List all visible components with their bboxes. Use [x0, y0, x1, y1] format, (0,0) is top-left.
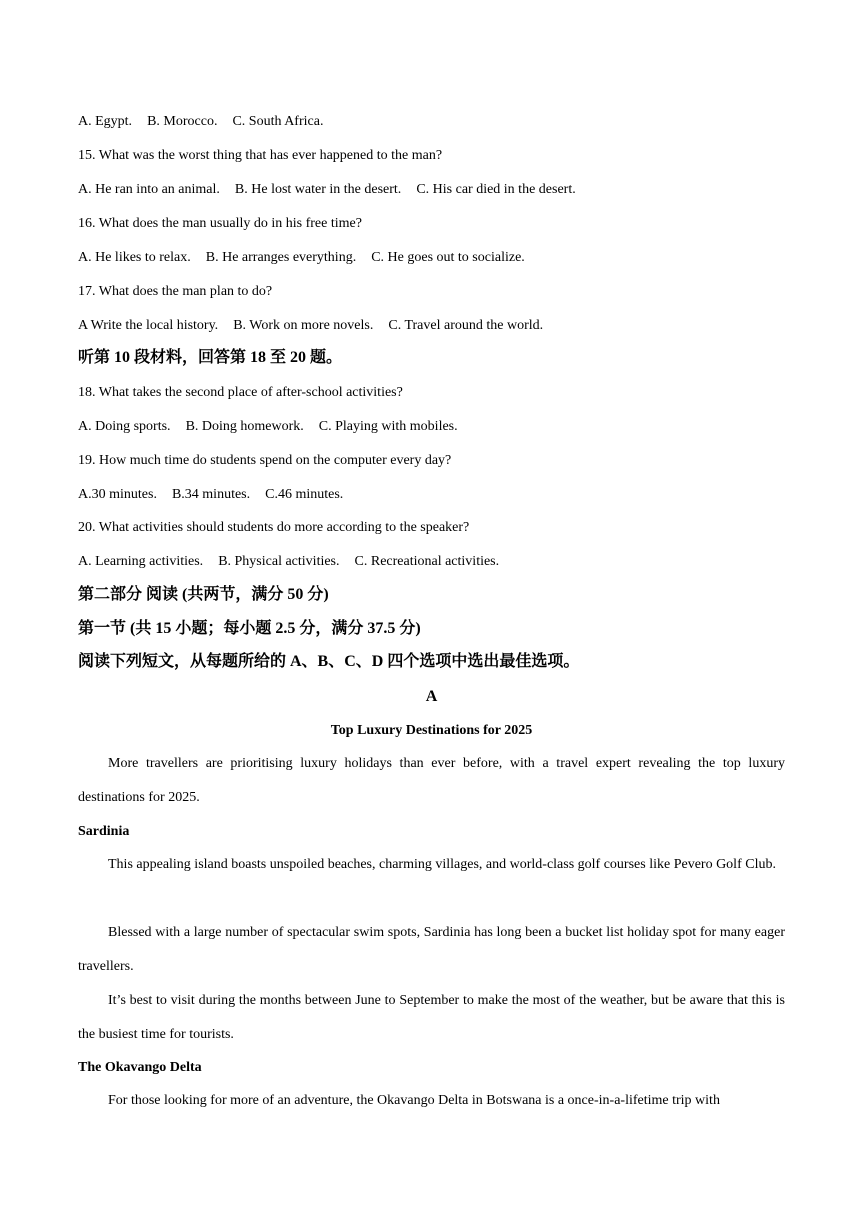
reading-part-title: 第二部分 阅读 (共两节，满分 50 分): [78, 586, 329, 603]
q14-option-b: B. Morocco.: [147, 114, 218, 129]
q18-options: [78, 418, 785, 436]
q14-option-a: A. Egypt.: [78, 114, 133, 129]
reading-section-title: 第一节 (共 15 小题；每小题 2.5 分，满分 37.5 分): [78, 620, 421, 637]
sardinia-paragraph-1: This appealing island boasts unspoiled beaches, charming villages, and world-class golf courses like Pevero Golf Club.: [108, 857, 776, 872]
q18-option-b: B. Doing homework.: [185, 419, 304, 434]
q16-option-b: B. He arranges everything.: [205, 250, 357, 265]
q19-option-a: A.30 minutes.: [78, 487, 157, 502]
q20-option-b: B. Physical activities.: [218, 554, 340, 569]
q20-option-c: C. Recreational activities.: [354, 554, 500, 569]
q19-question: 19. How much time do students spend on the computer every day?: [78, 453, 452, 468]
q20-option-a: A. Learning activities.: [78, 554, 204, 569]
q14-option-c: C. South Africa.: [232, 114, 324, 129]
q14-options: [78, 113, 785, 131]
q15-question: 15. What was the worst thing that has ever happened to the man?: [78, 148, 443, 163]
q15-option-b: B. He lost water in the desert.: [234, 182, 402, 197]
reading-instruction: 阅读下列短文，从每题所给的 A、B、C、D 四个选项中选出最佳选项。: [78, 653, 580, 670]
sardinia-paragraph-3: It’s best to visit during the months between June to September to make the most of the weather, but be aware that this is the busiest time for tourists.: [78, 993, 785, 1042]
q18-option-c: C. Playing with mobiles.: [318, 419, 458, 434]
q19-options: [78, 486, 785, 504]
q17-option-c: C. Travel around the world.: [388, 318, 544, 333]
q16-question: 16. What does the man usually do in his free time?: [78, 216, 362, 231]
q19-option-b: B.34 minutes.: [171, 487, 251, 502]
passage-letter: A: [425, 688, 438, 705]
q17-options: [78, 317, 785, 335]
passage-intro: More travellers are prioritising luxury holidays than ever before, with a travel expert revealing the top luxury destinations for 2025.: [78, 756, 785, 805]
q17-question: 17. What does the man plan to do?: [78, 284, 273, 299]
q17-option-b: B. Work on more novels.: [233, 318, 374, 333]
q16-option-a: A. He likes to relax.: [78, 250, 191, 265]
q17-option-a: A Write the local history.: [78, 318, 219, 333]
q15-options: [78, 181, 785, 199]
sardinia-paragraph-2: Blessed with a large number of spectacular swim spots, Sardinia has long been a bucket list holiday spot for many eager travellers.: [78, 925, 785, 974]
q20-options: [78, 553, 785, 571]
q15-option-a: A. He ran into an animal.: [78, 182, 220, 197]
q18-option-a: A. Doing sports.: [78, 419, 171, 434]
q19-option-c: C.46 minutes.: [265, 487, 344, 502]
section10-instruction: 听第 10 段材料，回答第 18 至 20 题。: [78, 349, 343, 366]
passage-title: Top Luxury Destinations for 2025: [330, 723, 533, 738]
sardinia-heading: Sardinia: [78, 824, 130, 839]
q20-question: 20. What activities should students do more according to the speaker?: [78, 520, 470, 535]
q16-options: [78, 249, 785, 267]
okavango-heading: The Okavango Delta: [78, 1060, 202, 1075]
q15-option-c: C. His car died in the desert.: [416, 182, 576, 197]
q18-question: 18. What takes the second place of after-school activities?: [78, 385, 403, 400]
okavango-paragraph-1: For those looking for more of an adventure, the Okavango Delta in Botswana is a once-in-a-lifetime trip with: [108, 1093, 720, 1108]
q16-option-c: C. He goes out to socialize.: [371, 250, 525, 265]
